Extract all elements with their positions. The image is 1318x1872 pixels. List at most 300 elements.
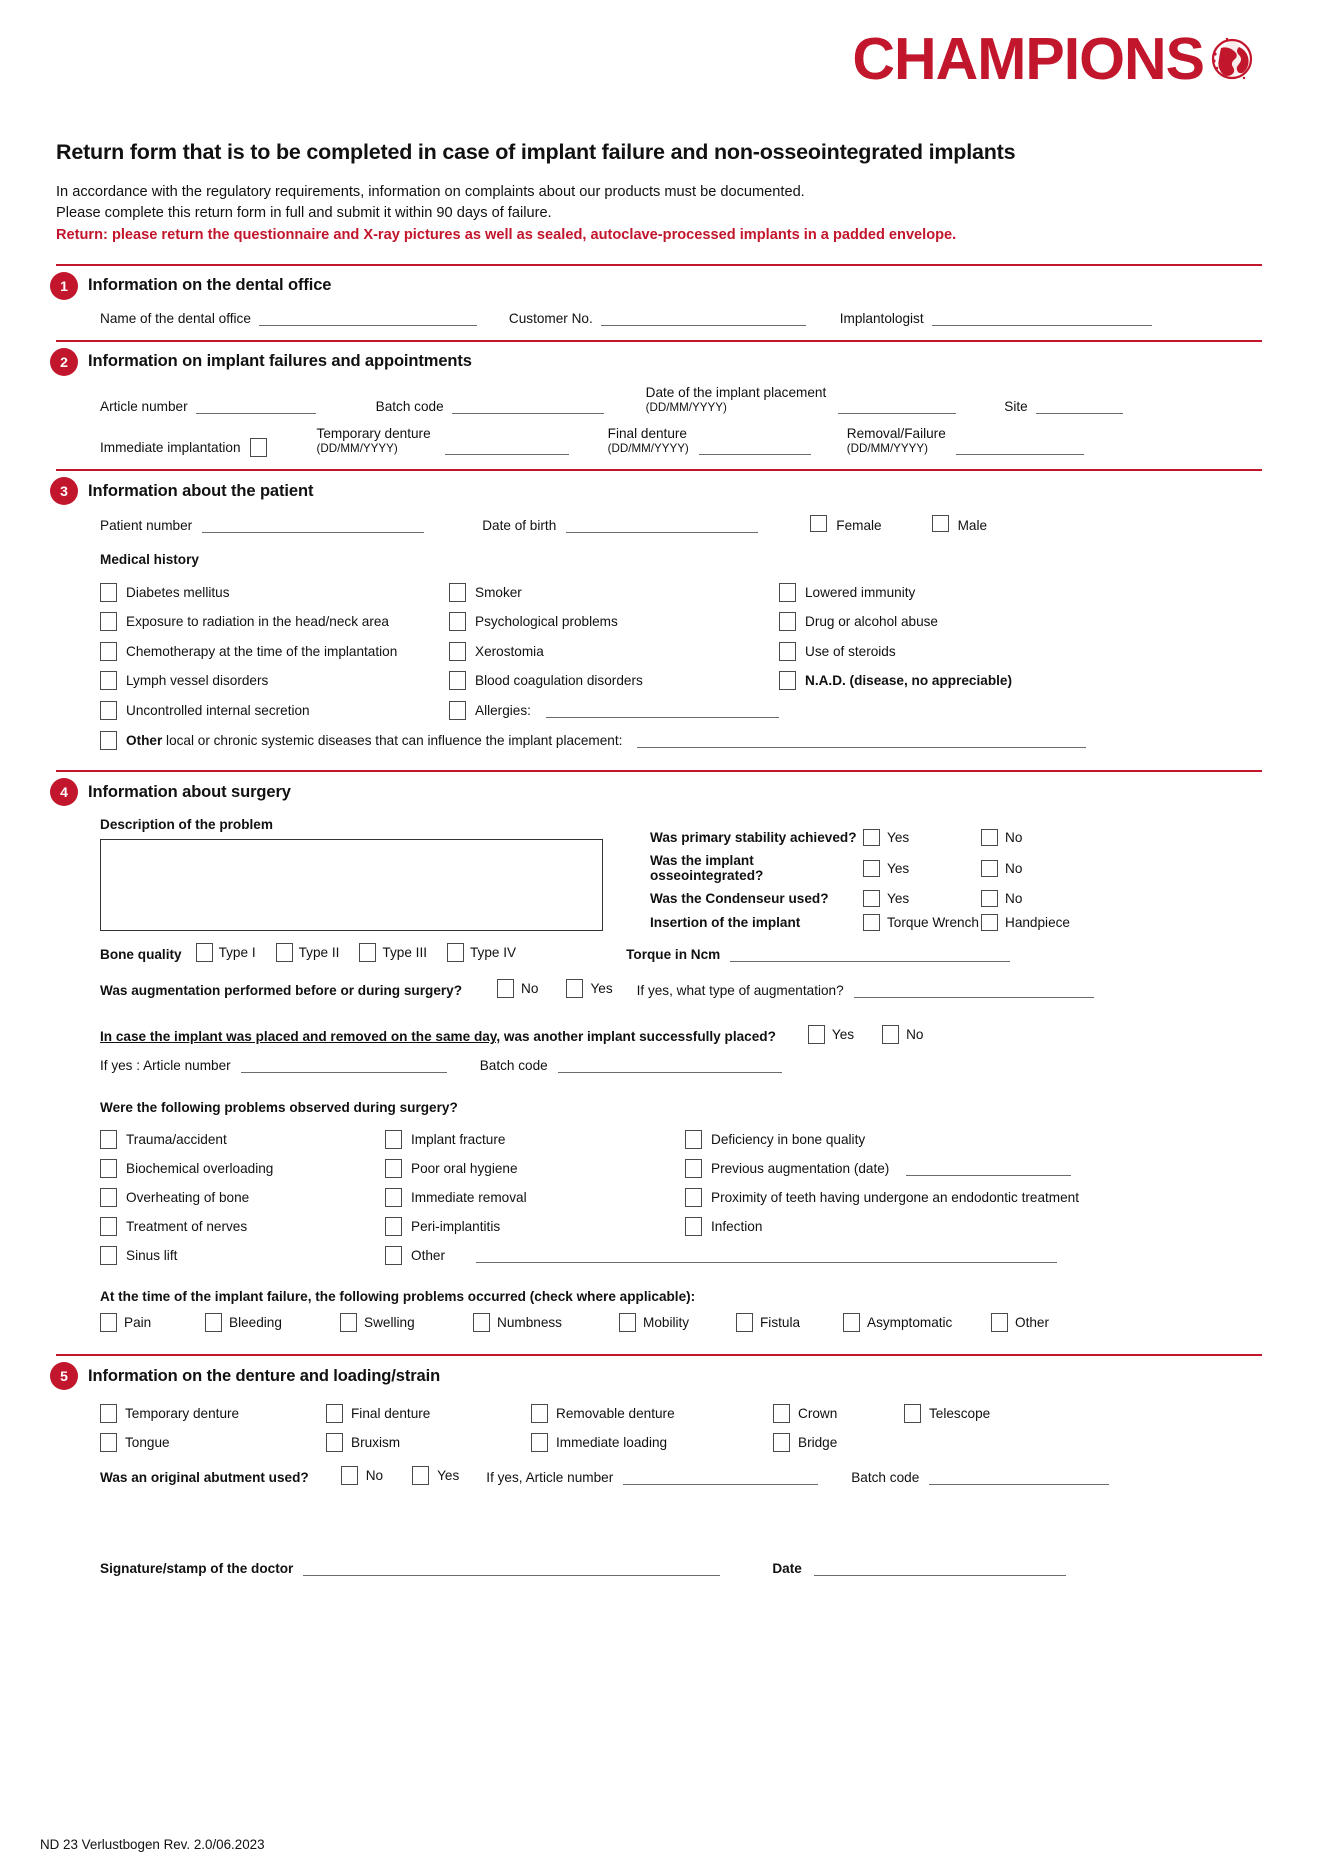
label-abutment-question: Was an original abutment used?	[100, 1470, 309, 1486]
checkbox-psychological-problems[interactable]	[449, 612, 466, 631]
problems-column-3	[685, 1125, 1079, 1241]
section-number-badge: 1	[50, 272, 78, 300]
option-bridge[interactable]	[773, 1433, 837, 1452]
label-final-denture: Final denture	[351, 1406, 431, 1422]
label-other-diseases	[126, 733, 622, 748]
label-abutment-no: No	[365, 1468, 384, 1484]
label-bone-type-4: Type IV	[470, 945, 517, 961]
medical-history-column-3	[779, 577, 1109, 695]
checkbox-deficiency-bone-quality[interactable]	[685, 1130, 702, 1149]
label-other-diseases-rest: local or chronic systemic diseases that can influence the implant placement:	[162, 733, 623, 749]
checkbox-swelling[interactable]	[340, 1313, 357, 1332]
label-peri-implantitis: Peri-implantitis	[411, 1219, 501, 1235]
input-date[interactable]	[814, 1561, 1066, 1576]
input-removal-failure-date[interactable]	[956, 440, 1084, 455]
checkbox-lymph-vessel-disorders[interactable]	[100, 671, 117, 690]
label-infection: Infection	[711, 1219, 763, 1235]
label-female: Female	[836, 518, 882, 534]
label-mobility: Mobility	[643, 1315, 690, 1331]
label-uncontrolled-internal-secretion: Uncontrolled internal secretion	[126, 702, 310, 718]
option-bruxism[interactable]	[326, 1433, 531, 1452]
intro-text	[56, 182, 1262, 246]
label-failure-time-question: At the time of the implant failure, the following problems occurred (check where applicable):	[100, 1289, 696, 1305]
option-telescope[interactable]	[904, 1404, 990, 1423]
input-temporary-denture-date[interactable]	[445, 440, 569, 455]
label-placement-date-format: (DD/MM/YYYY)	[645, 400, 727, 414]
label-lymph-vessel-disorders: Lymph vessel disorders	[126, 673, 269, 689]
checkbox-radiation-exposure[interactable]	[100, 612, 117, 631]
other-diseases-row[interactable]	[100, 731, 1262, 750]
label-ifyes-article-number: If yes : Article number	[100, 1058, 231, 1074]
intro-line-3: Return: please return the questionnaire and X-ray pictures as well as sealed, autoclave-processed implants in a padded envelope.	[56, 226, 957, 243]
option-tongue[interactable]	[100, 1433, 326, 1452]
denture-row-2	[100, 1433, 1262, 1452]
option-pain[interactable]	[100, 1313, 205, 1332]
list-item[interactable]	[100, 607, 450, 637]
page-title: Return form that is to be completed in case of implant failure and non-osseointegrated implants	[56, 140, 1016, 164]
list-item[interactable]	[449, 695, 779, 725]
label-yes: Yes	[887, 830, 910, 846]
section-divider	[56, 770, 1262, 772]
list-item[interactable]	[685, 1212, 1079, 1241]
checkbox-lowered-immunity[interactable]	[779, 583, 796, 602]
label-description-of-problem: Description of the problem	[100, 817, 273, 833]
label-no: No	[1005, 860, 1023, 876]
option-fistula[interactable]	[736, 1313, 843, 1332]
label-tongue: Tongue	[125, 1435, 170, 1451]
option-condenseur-no[interactable]	[981, 890, 1022, 907]
label-signature: Signature/stamp of the doctor	[100, 1561, 294, 1577]
section-number-badge: 5	[50, 1362, 78, 1390]
section-patient	[56, 469, 1262, 750]
checkbox-bone-type-2[interactable]	[276, 943, 293, 962]
checkbox-primary-stability-no[interactable]	[981, 829, 998, 846]
checkbox-bruxism[interactable]	[326, 1433, 343, 1452]
surgery-questions	[650, 829, 1070, 931]
checkbox-removable-denture[interactable]	[531, 1404, 548, 1423]
label-same-day-no: No	[906, 1027, 924, 1043]
checkbox-abutment-no[interactable]	[341, 1466, 358, 1485]
checkbox-osseointegrated-yes[interactable]	[863, 860, 880, 877]
list-item[interactable]	[449, 577, 779, 607]
option-temporary-denture[interactable]	[100, 1404, 326, 1423]
checkbox-mobility[interactable]	[619, 1313, 636, 1332]
checkbox-drug-alcohol-abuse[interactable]	[779, 612, 796, 631]
section-title: Information on the dental office	[88, 276, 332, 295]
label-psychological-problems: Psychological problems	[475, 614, 618, 630]
label-final-denture	[608, 426, 689, 455]
label-radiation-exposure: Exposure to radiation in the head/neck area	[126, 614, 389, 630]
label-immediate-implantation: Immediate implantation	[100, 440, 241, 456]
label-numbness: Numbness	[497, 1315, 562, 1331]
list-item[interactable]	[779, 577, 1109, 607]
checkbox-primary-stability-yes[interactable]	[863, 829, 880, 846]
checkbox-implant-fracture[interactable]	[385, 1130, 402, 1149]
label-customer-no: Customer No.	[508, 310, 593, 326]
label-problems-question: Were the following problems observed during surgery?	[100, 1100, 458, 1116]
label-final-denture-format: (DD/MM/YYYY)	[607, 441, 689, 455]
failure-symptoms-row	[100, 1313, 1262, 1332]
label-no: No	[1005, 891, 1023, 907]
label-temporary-denture-format: (DD/MM/YYYY)	[316, 441, 398, 455]
checkbox-nad[interactable]	[779, 671, 796, 690]
option-insertion-handpiece[interactable]	[981, 914, 1070, 931]
label-nad: N.A.D. (disease, no appreciable)	[805, 673, 1012, 689]
label-removal-failure	[847, 426, 946, 455]
checkbox-treatment-of-nerves[interactable]	[100, 1217, 117, 1236]
label-removal-failure-text: Removal/Failure	[846, 426, 946, 442]
list-item[interactable]	[685, 1183, 1079, 1212]
same-day-row	[100, 1025, 1262, 1044]
checkbox-handpiece[interactable]	[981, 914, 998, 931]
checkbox-augmentation-yes[interactable]	[566, 979, 583, 998]
label-pain: Pain	[124, 1315, 152, 1331]
list-item[interactable]	[779, 607, 1109, 637]
implant-row-2	[100, 426, 1262, 455]
checkbox-immediate-implantation[interactable]	[250, 438, 267, 457]
input-placement-date[interactable]	[838, 399, 956, 414]
input-customer-no[interactable]	[601, 311, 806, 326]
option-bone-type-4[interactable]	[447, 943, 516, 962]
checkbox-same-day-yes[interactable]	[808, 1025, 825, 1044]
label-proximity-endodontic: Proximity of teeth having undergone an endodontic treatment	[711, 1190, 1080, 1206]
input-previous-augmentation-date[interactable]	[906, 1161, 1071, 1176]
label-augmentation-yes: Yes	[590, 981, 613, 997]
question-primary-stability	[650, 829, 1070, 846]
input-torque[interactable]	[730, 947, 1010, 962]
textarea-description-of-problem[interactable]	[100, 839, 603, 931]
checkbox-same-day-no[interactable]	[882, 1025, 899, 1044]
input-office-name[interactable]	[259, 311, 477, 326]
checkbox-immediate-removal[interactable]	[385, 1188, 402, 1207]
input-abutment-batch-code[interactable]	[929, 1470, 1109, 1485]
option-numbness[interactable]	[473, 1313, 619, 1332]
label-bruxism: Bruxism	[351, 1435, 401, 1451]
input-abutment-article-number[interactable]	[623, 1470, 818, 1485]
option-bone-type-1[interactable]	[196, 943, 256, 962]
label-temporary-denture	[317, 426, 431, 455]
option-immediate-loading[interactable]	[531, 1433, 773, 1452]
option-removable-denture[interactable]	[531, 1404, 773, 1423]
checkbox-failure-other[interactable]	[991, 1313, 1008, 1332]
input-batch-code[interactable]	[452, 399, 604, 414]
checkbox-peri-implantitis[interactable]	[385, 1217, 402, 1236]
list-item[interactable]	[100, 666, 450, 696]
list-item[interactable]	[685, 1154, 1079, 1183]
option-augmentation-yes[interactable]	[566, 979, 612, 998]
label-use-of-steroids: Use of steroids	[805, 643, 896, 659]
input-site[interactable]	[1036, 399, 1123, 414]
input-implantologist[interactable]	[932, 311, 1152, 326]
checkbox-torque-wrench[interactable]	[863, 914, 880, 931]
list-item[interactable]	[100, 577, 450, 607]
checkbox-crown[interactable]	[773, 1404, 790, 1423]
problems-column-1	[100, 1125, 273, 1270]
checkbox-bone-type-3[interactable]	[359, 943, 376, 962]
list-item[interactable]	[100, 1212, 273, 1241]
label-ifyes-batch-code: Batch code	[479, 1058, 548, 1074]
same-day-details-row	[100, 1058, 1262, 1073]
label-temporary-denture-text: Temporary denture	[316, 426, 431, 442]
checkbox-asymptomatic[interactable]	[843, 1313, 860, 1332]
label-removable-denture: Removable denture	[556, 1406, 675, 1422]
label-trauma-accident: Trauma/accident	[126, 1132, 227, 1148]
label-augmentation-no: No	[521, 981, 539, 997]
label-augmentation-type: If yes, what type of augmentation?	[636, 983, 844, 999]
label-previous-augmentation: Previous augmentation (date)	[711, 1161, 890, 1177]
checkbox-fistula[interactable]	[736, 1313, 753, 1332]
label-same-day-rest: was another implant successfully placed?	[500, 1029, 776, 1045]
checkbox-immediate-loading[interactable]	[531, 1433, 548, 1452]
label-osseointegrated: Was the implant osseointegrated?	[650, 853, 764, 884]
intro-line-1: In accordance with the regulatory requirements, information on complaints about our products must be documented.	[56, 184, 805, 200]
label-allergies: Allergies:	[475, 702, 531, 718]
checkbox-uncontrolled-internal-secretion[interactable]	[100, 701, 117, 720]
checkbox-use-of-steroids[interactable]	[779, 642, 796, 661]
option-condenseur-yes[interactable]	[863, 890, 981, 907]
checkbox-bone-type-4[interactable]	[447, 943, 464, 962]
list-item[interactable]	[779, 666, 1109, 696]
list-item[interactable]	[779, 636, 1109, 666]
label-bleeding: Bleeding	[229, 1315, 282, 1331]
document-code: ND 23 Verlustbogen Rev. 2.0/06.2023	[40, 1837, 265, 1852]
checkbox-bleeding[interactable]	[205, 1313, 222, 1332]
option-mobility[interactable]	[619, 1313, 736, 1332]
checkbox-overheating-of-bone[interactable]	[100, 1188, 117, 1207]
label-date-of-birth: Date of birth	[482, 518, 557, 534]
checkbox-infection[interactable]	[685, 1217, 702, 1236]
checkbox-previous-augmentation[interactable]	[685, 1159, 702, 1178]
checkbox-trauma-accident[interactable]	[100, 1130, 117, 1149]
list-item[interactable]	[100, 1183, 273, 1212]
option-crown[interactable]	[773, 1404, 904, 1423]
checkbox-sinus-lift[interactable]	[100, 1246, 117, 1265]
question-condenseur	[650, 890, 1070, 907]
question-osseointegrated	[650, 853, 1070, 883]
label-handpiece: Handpiece	[1005, 915, 1070, 931]
checkbox-female[interactable]	[810, 515, 827, 532]
label-treatment-of-nerves: Treatment of nerves	[126, 1219, 248, 1235]
medical-history-column-1	[100, 577, 450, 725]
signature-row	[100, 1561, 1262, 1576]
section-surgery	[56, 770, 1262, 1332]
label-xerostomia: Xerostomia	[475, 643, 544, 659]
label-removal-failure-format: (DD/MM/YYYY)	[846, 441, 928, 455]
checkbox-bridge[interactable]	[773, 1433, 790, 1452]
label-yes: Yes	[887, 891, 910, 907]
checkbox-numbness[interactable]	[473, 1313, 490, 1332]
bone-quality-row	[100, 943, 1262, 962]
denture-row-1	[100, 1404, 1262, 1423]
checkbox-smoker[interactable]	[449, 583, 466, 602]
list-item[interactable]	[100, 1154, 273, 1183]
label-drug-alcohol-abuse: Drug or alcohol abuse	[805, 614, 938, 630]
input-ifyes-article-number[interactable]	[241, 1058, 447, 1073]
checkbox-allergies[interactable]	[449, 701, 466, 720]
label-crown: Crown	[798, 1406, 838, 1422]
label-sinus-lift: Sinus lift	[126, 1248, 178, 1264]
abutment-row	[100, 1466, 1262, 1485]
option-abutment-no[interactable]	[341, 1466, 383, 1485]
option-primary-stability-yes[interactable]	[863, 829, 981, 846]
list-item[interactable]	[449, 666, 779, 696]
dental-office-row	[100, 311, 1262, 326]
section-number-badge: 3	[50, 477, 78, 505]
option-final-denture[interactable]	[326, 1404, 531, 1423]
label-poor-oral-hygiene: Poor oral hygiene	[411, 1161, 518, 1177]
label-bone-type-2: Type II	[298, 945, 340, 961]
label-telescope: Telescope	[929, 1406, 991, 1422]
globe-icon	[1206, 34, 1256, 84]
label-medical-history: Medical history	[100, 552, 199, 568]
option-same-day-no[interactable]	[882, 1025, 923, 1044]
checkbox-blood-coagulation-disorders[interactable]	[449, 671, 466, 690]
list-item[interactable]	[100, 636, 450, 666]
input-augmentation-type[interactable]	[854, 983, 1094, 998]
option-asymptomatic[interactable]	[843, 1313, 991, 1332]
label-chemotherapy: Chemotherapy at the time of the implantation	[126, 643, 398, 659]
label-office-name: Name of the dental office	[100, 310, 251, 326]
section-number-badge: 2	[50, 348, 78, 376]
checkbox-tongue[interactable]	[100, 1433, 117, 1452]
input-final-denture-date[interactable]	[699, 440, 811, 455]
input-other-diseases[interactable]	[637, 733, 1086, 748]
checkbox-osseointegrated-no[interactable]	[981, 860, 998, 877]
label-same-day-yes: Yes	[831, 1027, 855, 1043]
label-biochemical-overloading: Biochemical overloading	[126, 1161, 274, 1177]
signature-block	[56, 1561, 1262, 1576]
input-allergies[interactable]	[546, 703, 779, 718]
label-implant-fracture: Implant fracture	[411, 1132, 506, 1148]
label-problems-other: Other	[411, 1248, 445, 1264]
checkbox-diabetes-mellitus[interactable]	[100, 583, 117, 602]
brand-name: CHAMPIONS	[852, 25, 1204, 92]
label-insertion: Insertion of the implant	[650, 915, 801, 931]
checkbox-proximity-endodontic[interactable]	[685, 1188, 702, 1207]
option-bone-type-3[interactable]	[359, 943, 427, 962]
option-same-day-yes[interactable]	[808, 1025, 854, 1044]
checkbox-xerostomia[interactable]	[449, 642, 466, 661]
checkbox-condenseur-yes[interactable]	[863, 890, 880, 907]
label-abutment-article-number: If yes, Article number	[486, 1470, 614, 1486]
label-failure-other: Other	[1015, 1315, 1049, 1331]
input-signature[interactable]	[303, 1561, 720, 1576]
list-item[interactable]	[100, 695, 450, 725]
label-abutment-batch-code: Batch code	[851, 1470, 920, 1486]
section-divider	[56, 340, 1262, 342]
option-insertion-torque-wrench[interactable]	[863, 914, 981, 931]
option-abutment-yes[interactable]	[412, 1466, 459, 1485]
label-condenseur: Was the Condenseur used?	[650, 891, 829, 907]
section-denture	[56, 1354, 1262, 1485]
section-divider	[56, 469, 1262, 471]
label-article-number: Article number	[100, 399, 188, 415]
list-item[interactable]	[100, 1241, 273, 1270]
checkbox-telescope[interactable]	[904, 1404, 921, 1423]
list-item[interactable]	[685, 1125, 1079, 1154]
checkbox-abutment-yes[interactable]	[412, 1466, 429, 1485]
label-batch-code: Batch code	[375, 399, 444, 415]
label-asymptomatic: Asymptomatic	[867, 1315, 953, 1331]
checkbox-chemotherapy[interactable]	[100, 642, 117, 661]
input-date-of-birth[interactable]	[566, 518, 758, 533]
checkbox-biochemical-overloading[interactable]	[100, 1159, 117, 1178]
checkbox-male[interactable]	[932, 515, 949, 532]
medical-history-column-2	[449, 577, 779, 725]
label-yes: Yes	[887, 860, 910, 876]
label-deficiency-bone-quality: Deficiency in bone quality	[711, 1132, 866, 1148]
checkbox-augmentation-no[interactable]	[497, 979, 514, 998]
option-swelling[interactable]	[340, 1313, 473, 1332]
option-osseointegrated-no[interactable]	[981, 860, 1022, 877]
list-item[interactable]	[449, 607, 779, 637]
label-temporary-denture: Temporary denture	[125, 1406, 240, 1422]
label-no: No	[1005, 830, 1023, 846]
label-diabetes-mellitus: Diabetes mellitus	[126, 584, 230, 600]
input-patient-number[interactable]	[202, 518, 424, 533]
label-augmentation-question: Was augmentation performed before or during surgery?	[100, 983, 463, 999]
checkbox-poor-oral-hygiene[interactable]	[385, 1159, 402, 1178]
label-torque-wrench: Torque Wrench	[887, 915, 979, 931]
input-problems-other[interactable]	[476, 1248, 1057, 1263]
label-same-day-question	[100, 1029, 776, 1044]
label-bone-quality: Bone quality	[100, 947, 182, 963]
input-article-number[interactable]	[196, 399, 316, 414]
option-bleeding[interactable]	[205, 1313, 340, 1332]
label-implantologist: Implantologist	[839, 310, 924, 326]
list-item[interactable]	[449, 636, 779, 666]
label-same-day-underlined: In case the implant was placed and removed on the same day,	[100, 1029, 501, 1045]
checkbox-condenseur-no[interactable]	[981, 890, 998, 907]
label-swelling: Swelling	[364, 1315, 415, 1331]
option-bone-type-2[interactable]	[276, 943, 340, 962]
intro-line-2: Please complete this return form in full and submit it within 90 days of failure.	[56, 205, 552, 222]
question-insertion	[650, 914, 1070, 931]
checkbox-bone-type-1[interactable]	[196, 943, 213, 962]
section-dental-office	[56, 264, 1262, 326]
label-lowered-immunity: Lowered immunity	[805, 584, 916, 600]
checkbox-problems-other[interactable]	[385, 1246, 402, 1265]
label-placement-date	[646, 385, 827, 414]
patient-identity-row	[100, 515, 1262, 533]
label-patient-number: Patient number	[100, 518, 193, 534]
checkbox-pain[interactable]	[100, 1313, 117, 1332]
label-primary-stability: Was primary stability achieved?	[650, 830, 857, 846]
label-abutment-yes: Yes	[437, 1468, 460, 1484]
option-failure-other[interactable]	[991, 1313, 1049, 1332]
brand-header	[56, 0, 1262, 118]
label-fistula: Fistula	[760, 1315, 801, 1331]
section-divider	[56, 1354, 1262, 1356]
label-bone-type-1: Type I	[218, 945, 256, 961]
option-primary-stability-no[interactable]	[981, 829, 1022, 846]
checkbox-final-denture[interactable]	[326, 1404, 343, 1423]
label-immediate-loading: Immediate loading	[556, 1435, 668, 1451]
label-blood-coagulation-disorders: Blood coagulation disorders	[475, 673, 643, 689]
section-title: Information about surgery	[88, 782, 291, 801]
input-ifyes-batch-code[interactable]	[558, 1058, 782, 1073]
checkbox-temporary-denture[interactable]	[100, 1404, 117, 1423]
section-title: Information on the denture and loading/strain	[88, 1366, 441, 1385]
list-item[interactable]	[100, 1125, 273, 1154]
label-smoker: Smoker	[475, 584, 522, 600]
checkbox-other-diseases[interactable]	[100, 731, 117, 750]
label-date: Date	[772, 1561, 802, 1577]
label-final-denture-text: Final denture	[607, 426, 687, 442]
option-osseointegrated-yes[interactable]	[863, 860, 981, 877]
list-item[interactable]	[385, 1241, 1057, 1270]
option-augmentation-no[interactable]	[497, 979, 538, 998]
